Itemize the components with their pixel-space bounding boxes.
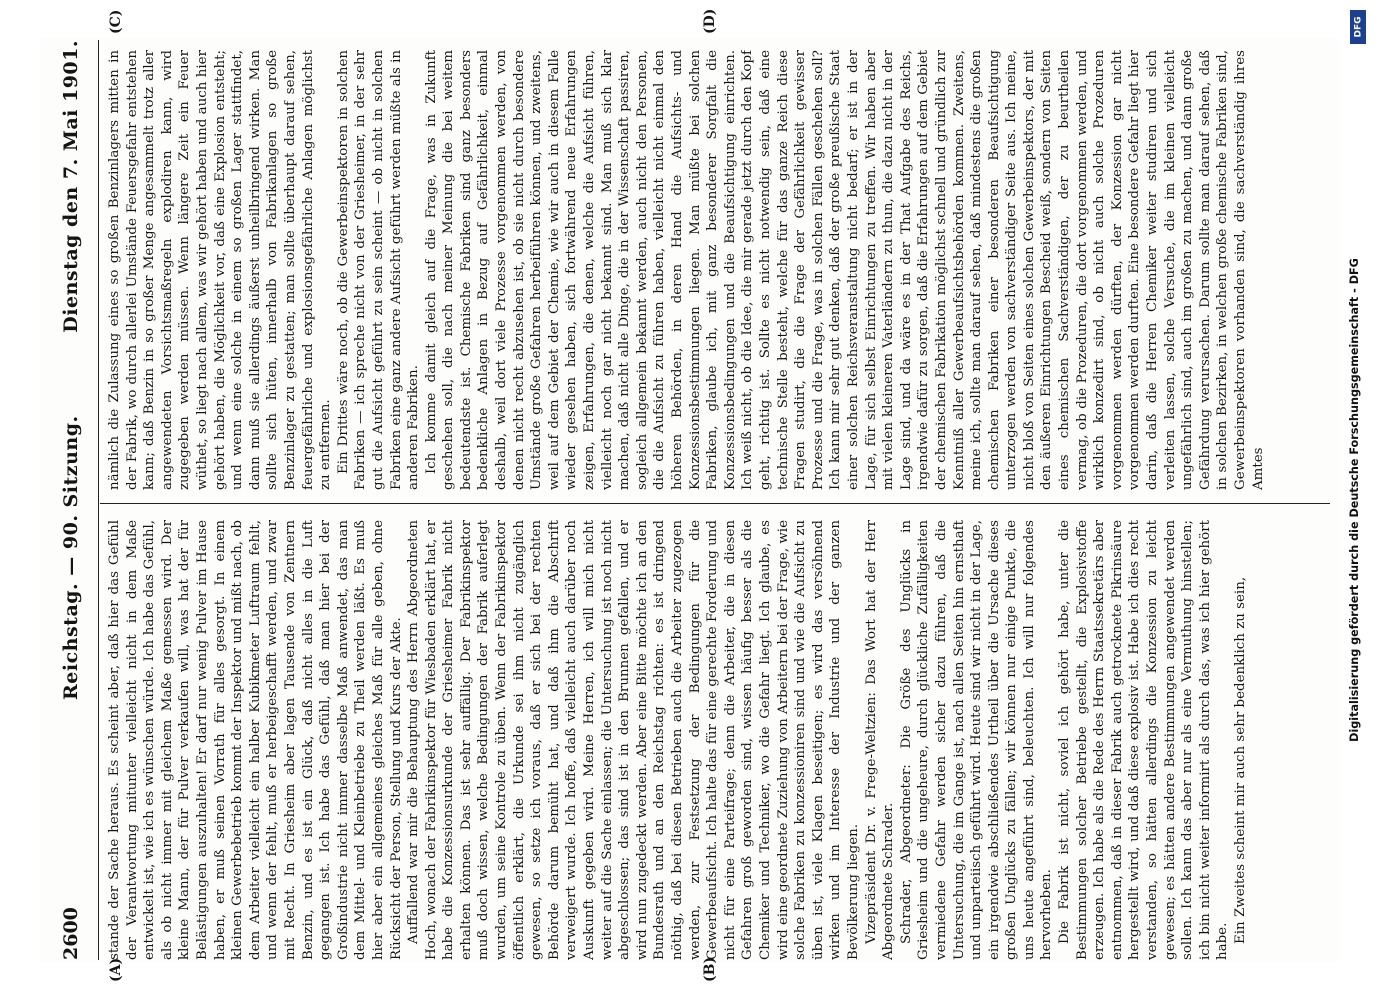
margin-mark-d: (D)	[702, 8, 718, 34]
rotated-page-content	[52, 8, 1332, 982]
speaker-announcement: Vizepräsident Dr. v. Frege-Weltzien: Das Wort hat der Herr Abgeordnete Schrader.	[863, 520, 897, 960]
paragraph: Ich komme damit gleich auf die Frage, was in Zukunft geschehen soll, die nach meiner Meinung die bei weitem bedeutendste ist. Chemische Fabriken sind ganz besonders bedenkliche Anlagen in Bezug auf Gefährlichkeit, einmal deshalb, weil dort viele Prozesse vorgenommen werden, von denen nicht recht abzusehen ist, ob sie nicht durch besondere Umstände große Gefahren herbeiführen können, und zweitens, weil auf dem Gebiet der Chemie, wie wir auch in diesem Falle wieder gesehen haben, sich fortwährend neue Erfahrungen zeigen, Erfahrungen, die denen, welche die Aufsicht führen, vielleicht noch gar nicht bekannt sind. Man muß sich klar machen, daß nicht alle Dinge, die in der Wissenschaft passiren, sogleich allgemein bekannt werden, auch nicht den Personen, die die Aufsicht zu führen haben, vielleicht nicht einmal den höheren Behörden, in deren Hand die Aufsichts- und Konzessionsbestimmungen liegen. Man müßte bei solchen Fabriken, glaube ich, mit ganz besonderer Sorgfalt die Konzessionsbedingungen und die Beaufsichtigung einrichten. Ich weiß nicht, ob die Idee, die mir gerade jetzt durch den Kopf geht, richtig ist. Sollte es nicht notwendig sein, daß eine technische Stelle besteht, welche für das ganze Reich diese Fragen studirt, die die Frage der Gefährlichkeit gewisser Prozesse und die Frage, was in solchen Fällen geschehen soll? Ich kann mir sehr gut denken, daß der große preußische Staat einer solchen Reichsveranstaltung nicht bedarf; er ist in der Lage, für sich selbst Einrichtungen zu treffen. Wir haben aber mit vielen kleineren Vaterländern zu thun, die dazu nicht in der Lage sind, und da wäre es in der That Aufgabe des Reichs, irgendwie dafür zu sorgen, daß die Erfahrungen auf dem Gebiet der chemischen Fabrikation möglichst schnell und gründlich zur Kenntniß aller Gewerbeaufsichtsbehörden kommen. Zweitens, meine ich, sollte man darauf sehen, daß mindestens die großen chemischen Fabriken einer besonderen Beaufsichtigung unterzogen werden von sachverständiger Seite aus. Ich meine, nicht bloß von Seiten eines solchen Gewerbeinspektors, der mit den äußeren Einrichtungen Bescheid weiß, sondern von Seiten eines chemischen Sachverständigen, der zu beurtheilen vermag, ob die Prozeduren, die dort vorgenommen werden, und wirklich konzedirt sind, ob nicht auch solche Prozeduren vorgenommen werden dürften, der Konzession gar nicht vorgenommen werden durften. Eine besondere Gefahr liegt hier darin, daß die Herren Chemiker weiter studiren und sich verleiten lassen, solche Versuche, die im kleinen vielleicht ungefährlich sind, auch im großen zu machen, und dann große Gefährdung verursachen. Darum sollte man darauf sehen, daß in solchen Bezirken, in welchen große chemische Fabriken sind, Gewerbeinspektoren vorhanden sind, die sachverständig ihres Amtes	[423, 50, 1266, 490]
page-number: 2600	[60, 907, 82, 960]
margin-mark-c: (C)	[108, 9, 124, 34]
margin-mark-a: (A)	[108, 957, 124, 982]
header-rule	[98, 40, 99, 960]
paragraph: nämlich die Zulassung eines so großen Benzinlagers mitten in der Fabrik, wo durch allerlei Umstände Feuersgefahr entstehen kann; daß Benzin in so großer Menge angesammelt trotz aller angewendeten Vorsichtsmaßregeln explodiren kann, wird zugegeben werden müssen. Wenn längere Zeit ein Feuer wüthet, so liegt nach allem, was wir gehört haben und auch hier gehört haben, die Möglichkeit vor, daß eine Explosion entsteht; und wenn eine solche in einem so großen Lager stattfindet, dann muß sie allerdings äußerst unheilbringend wirken. Man sollte sich hüten, innerhalb von Fabrikanlagen so große Benzinlager zu gestatten; man sollte überhaupt darauf sehen, feuergefährliche und explosionsgefährliche Anlagen möglichst zu entfernen.	[107, 50, 334, 490]
paragraph: stande der Sache heraus. Es scheint aber, daß hier das Gefühl der Verantwortung mitunter vielleicht nicht in dem Maße entwickelt ist, wie ich es wünschen würde. Ich habe das Gefühl, als ob nicht immer mit gleichem Maße gemessen wird. Der kleine Mann, der für Pulver verkaufen will, was hat der für Belästigungen auszuhalten! Er darf nur wenig Pulver im Hause haben, er muß seinen Vorrath für alles gesorgt. In einem kleinen Gewerbebetrieb kommt der Inspektor und mißt nach, ob dem Arbeiter vielleicht ein halber Kubikmeter Luftraum fehlt, und wenn der fehlt, muß er herbeigeschafft werden, und zwar mit Recht. In Griesheim aber lagen Tausende von Zentnern Benzin, und es ist ein Glück, daß nicht alles in die Luft gegangen ist. Ich habe das Gefühl, daß man hier bei der Großindustrie nicht immer dasselbe Maß anwendet, das man dem Mittel- und Kleinbetriebe zu Theil werden läßt. Es muß hier aber ein allgemeines gleiches Maß für alle geben, ohne Rücksicht der Person, Stellung und Kurs der Akte.	[107, 520, 404, 960]
paragraph: Schrader, Abgeordneter: Die Größe des Unglücks in Griesheim und die ungeheure, durch glückliche Zufälligkeiten vermiedene Gefahr werden sicher dazu führen, daß die Untersuchung, die im Gange ist, nach allen Seiten hin ernsthaft und unparteiisch geführt wird. Heute sind wir nicht in der Lage, ein irgendwie abschließendes Urtheil über die Ursache dieses großen Unglücks zu fällen; wir können nur einige Punkte, die uns heute angeführt sind, beleuchten. Ich will nur folgendes hervorheben.	[898, 520, 1055, 960]
column-divider	[100, 503, 1330, 504]
margin-mark-b: (B)	[702, 956, 718, 982]
right-text-column	[106, 50, 1324, 490]
digitization-credit: Digitalisierung gefördert durch die Deutsche Forschungsgemeinschaft - DFG	[1348, 258, 1361, 742]
left-text-column	[106, 520, 1324, 960]
paragraph: Ein Zweites scheint mir auch sehr bedenklich zu sein,	[1233, 576, 1248, 944]
paragraph: Ein Drittes wäre noch, ob die Gewerbeinspektoren in solchen Fabriken — ich spreche nicht von der Griesheimer, in der sehr gut die Aufsicht geführt zu sein scheint — ob nicht in solchen Fabriken eine ganz andere Aufsicht geführt werden müßte als in anderen Fabriken.	[335, 50, 422, 490]
session-title: Reichstag. — 90. Sitzung.	[60, 415, 82, 700]
scanned-page	[40, 8, 1340, 982]
paragraph: Die Fabrik ist nicht, soviel ich gehört habe, unter die Bestimmungen solcher Betriebe gestellt, die Explosivstoffe erzeugen. Ich habe als die Rede des Herrn Staatssekretärs aber entnommen, daß in dieser Fabrik auch getrocknete Pikrinsäure hergestellt wird, und daß diese explosiv ist. Habe ich dies recht verstanden, so hätten allerdings die Konzession zu leicht gewesen; es hätten andere Bestimmungen angewendet werden sollen. Ich kann das aber nur als eine Vermuthung hinstellen; ich bin nicht weiter informirt als durch das, was ich hier gehört habe.	[1057, 520, 1231, 960]
dfg-logo: DFG	[1350, 10, 1366, 44]
session-date: Dienstag den 7. Mai 1901.	[60, 40, 82, 333]
paragraph: Auffallend war mir die Behauptung des Herrn Abgeordneten Hoch, wonach der Fabrikinspektor für Wiesbaden erklärt hat, er habe die Konzessionsurkunde der Griesheimer Fabrik nicht erhalten können. Das ist sehr auffällig. Der Fabrikinspektor muß doch wissen, welche Bedingungen der Fabrik auferlegt wurden, um seine Kontrole zu üben. Wenn der Fabrikinspektor öffentlich erklärt, die Urkunde sei ihm nicht zugänglich gewesen, so setze ich voraus, daß er sich bei der rechten Behörde darum bemüht hat, und daß ihm die Abschrift verweigert wurde. Ich hoffe, daß vielleicht auch darüber noch Auskunft gegeben wird. Meine Herren, ich will mich nicht weiter auf die Sache einlassen; die Untersuchung ist noch nicht abgeschlossen; das sind ist in den Brunnen gefallen, und er wird nun zugedeckt werden. Aber eine Bitte möchte ich an den Bundesrath und an den Reichstag richten: es ist dringend nöthig, daß bei diesen Betrieben auch die Arbeiter zugezogen werden, zur Festsetzung der Bedingungen für die Gewerbeaufsicht. Ich halte das für eine gerechte Forderung und nicht für eine Parteifrage; denn die Arbeiter, die in diesen Gefahren groß geworden sind, wissen häufig besser als die Chemiker und Techniker, wo die Gefahr liegt. Ich glaube, es wird eine geordnete Zuziehung von Arbeitern bei der Frage, wie solche Fabriken zu konzessioniren sind und wie die Aufsicht zu üben ist, viele Klagen beseitigen; es wird das versöhnend wirken und im Interesse der Industrie und der ganzen Bevölkerung liegen.	[406, 520, 861, 960]
page-header	[52, 40, 92, 960]
